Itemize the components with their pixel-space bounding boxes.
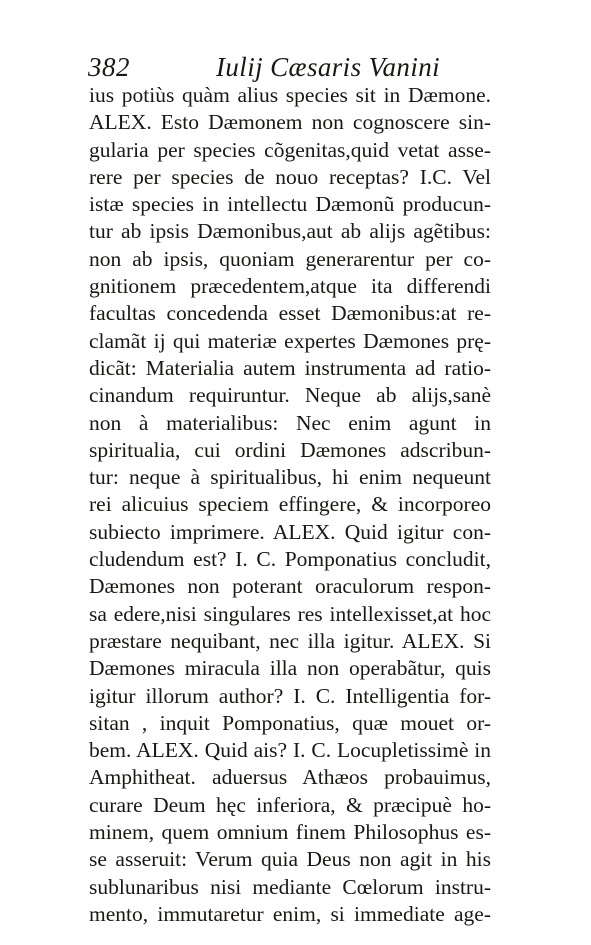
text-line: tur ab ipsis Dæmonibus,aut ab alijs agẽtibus: [89,219,491,244]
text-line: istæ species in intellectu Dæmonũ producun- [89,192,491,217]
text-line: Dæmones non poterant oraculorum respon- [89,574,491,599]
running-head: Iulij Cæsaris Vanini [216,52,441,82]
text-line: ALEX. Esto Dæmonem non cognoscere sin- [89,110,491,135]
text-line: rere per species de nouo receptas? I.C. Vel [89,164,491,189]
page-number: 382 [88,52,130,82]
text-line: bem. ALEX. Quid ais? I. C. Locupletissimè in [89,738,491,763]
text-line: curare Deum hęc inferiora, & præcipuè ho- [89,792,491,817]
text-line: spiritualia, cui ordini Dæmones adscribun- [89,437,491,462]
text-line: ius potiùs quàm alius species sit in Dæmone. [89,83,491,107]
text-line: sa edere,nisi singulares res intellexisset,at hoc [89,601,491,626]
page-header [88,52,488,86]
text-line: sublunaribus nisi mediante Cœlorum instru- [89,874,491,899]
text-line: mento, immutaretur enim, si immediate age- [89,901,491,926]
text-line: subiecto imprimere. ALEX. Quid igitur con- [89,519,491,544]
body-text [89,82,491,928]
text-line: gularia per species cõgenitas,quid vetat asse- [89,137,491,162]
text-line: præstare nequibant, nec illa igitur. ALEX. Si [89,628,491,653]
text-line: non ab ipsis, quoniam generarentur per co- [89,246,491,271]
text-line: sitan , inquit Pomponatius, quæ mouet or- [89,710,491,735]
text-line: minem, quem omnium finem Philosophus es- [89,820,491,845]
text-line: non à materialibus: Nec enim agunt in [89,410,491,435]
text-line: facultas concedenda esset Dæmonibus:at re- [89,301,491,326]
text-line: clamãt ij qui materiæ expertes Dæmones prę- [89,328,491,353]
text-line: se asseruit: Verum quia Deus non agit in his [89,847,491,872]
text-line: dicãt: Materialia autem instrumenta ad ratio- [89,355,491,380]
text-line: cludendum est? I. C. Pomponatius concludit, [89,547,491,572]
text-line: Amphitheat. aduersus Athæos probauimus, [89,765,491,790]
text-line: gnitionem præcedentem,atque ita differendi [89,274,491,299]
text-line: rei alicuius speciem effingere, & incorporeo [89,492,491,517]
text-line: Dæmones miracula illa non operabãtur, quis [89,656,491,681]
text-line: cinandum requiruntur. Neque ab alijs,sanè [89,383,491,408]
text-line: tur: neque à spiritualibus, hi enim nequeunt [89,465,491,490]
text-line: igitur illorum author? I. C. Intelligentia for- [89,683,491,708]
